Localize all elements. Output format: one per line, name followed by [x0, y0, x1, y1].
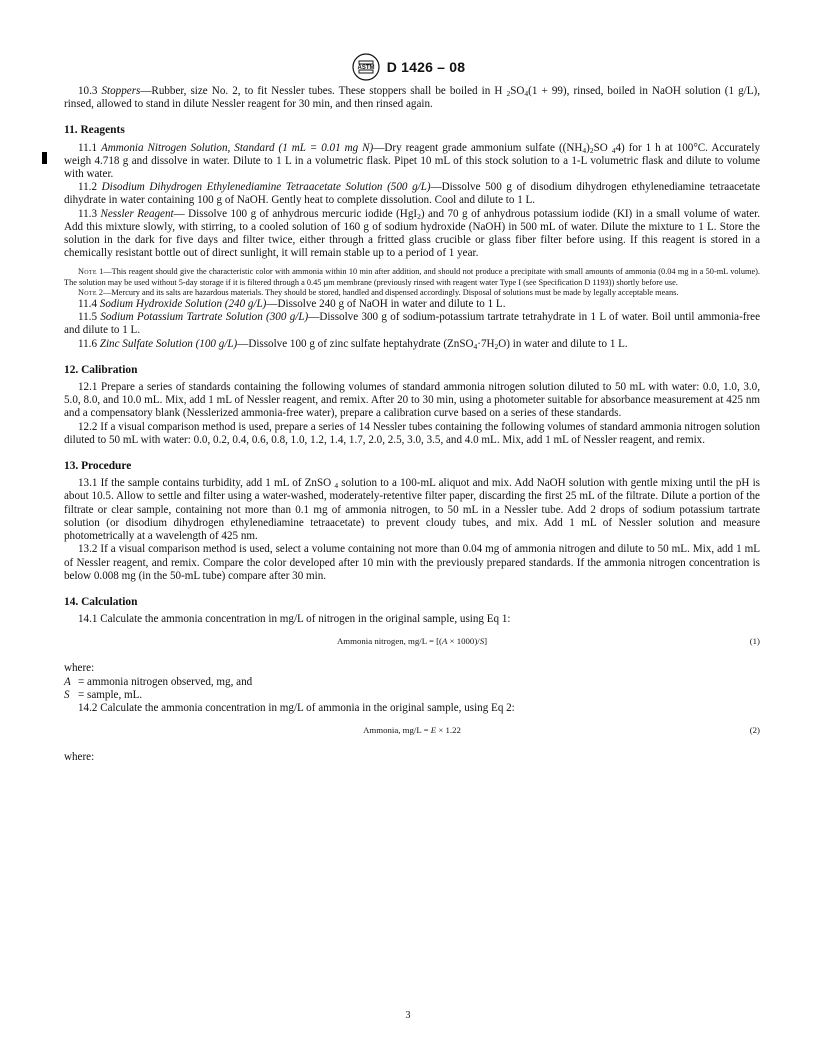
section-heading-calibration: 12. Calibration	[64, 363, 138, 376]
page-header	[0, 52, 816, 82]
note-2: Note 2—Mercury and its salts are hazardous materials. They should be stored, handled and dispensed accordingly. Disposal of solutions must be made by legally acceptable means.	[78, 287, 679, 297]
paragraph-13-1: 13.1 If the sample contains turbidity, add 1 mL of ZnSO $_4$ solution to a 100-mL aliquot and mix. Add NaOH solution with gentle mixing until the pH is about 10.5. Allow to settle and filter using a water-washed, moderately-retentive filter paper, discarding the first 25 mL of the filtrate. Dilute a portion of the filtrate or clear sample, containing not more than 0.1 mg of ammonia nitrogen, to 50 mL in a Nessler tube. Add 2 drops of sodium potassium tartrate solution (or disodium dihydrogen ethylenediamine tetraacetate) to prevent cloudy tubes, and mix. Add 1 mL of Nessler solution and measure photometrically at a wavelength of 425 nm.	[64, 477, 760, 543]
equation-1-expression: Ammonia nitrogen, mg/L = [(A × 1000)/S]	[336, 636, 488, 647]
paragraph-11-3: 11.3 Nessler Reagent— Dissolve 100 g of anhydrous mercuric iodide (HgI$_2$) and 70 g of anhydrous potassium iodide (KI) in a small volume of water. Add this mixture slowly, with stirring, to a cooled solution of 160 g of sodium hydroxide (NaOH) in 500 mL of water. Dilute the mixture to 1 L. Store the solution in the dark for five days and filter twice, either through a fritted glass crucible or glass fiber filter before using. If this reagent is stored in a chemically resistant bottle out of direct sunlight, it will remain stable up to a period of 1 year.	[64, 207, 760, 260]
paragraph-11-4: 11.4 Sodium Hydroxide Solution (240 g/L)—Dissolve 240 g of NaOH in water and dilute to 1 L.	[78, 298, 506, 311]
note-1: Note 1—This reagent should give the characteristic color with ammonia within 10 min after addition, and should not produce a precipitate with small amounts of ammonia (0.04 mg in a 50-mL volume). The solution may be used without 5-day storage if it is filtered through a 0.45 µm membrane (previously rinsed with reagent water Type I (see Specification D 1193)) shortly before use.	[64, 267, 760, 287]
paragraph-12-1: 12.1 Prepare a series of standards containing the following volumes of standard ammonia nitrogen solution diluted to 50 mL with water: 0.0, 1.0, 3.0, 5.0, 8.0, and 10.0 mL. Mix, add 1 mL of Nessler reagent, and remix. After 20 to 30 min, using a photometer suitable for absorbance measurement at 425 nm and a compensatory blank (Nesslerized ammonia-free water), prepare a calibration curve based on a series of these standards.	[64, 381, 760, 420]
document-designation: D 1426 – 08	[386, 59, 466, 75]
section-heading-calculation: 14. Calculation	[64, 595, 138, 608]
where-label-2: where:	[64, 751, 95, 764]
equation-1	[64, 634, 760, 648]
section-heading-procedure: 13. Procedure	[64, 460, 132, 473]
paragraph-14-2: 14.2 Calculate the ammonia concentration in mg/L of ammonia in the original sample, using Eq 2:	[78, 701, 515, 714]
section-heading-reagents: 11. Reagents	[64, 124, 125, 137]
page-content	[64, 85, 760, 764]
page-number: 3	[405, 1010, 411, 1021]
logo-text: ASTM	[357, 65, 375, 71]
paragraph-11-6: 11.6 Zinc Sulfate Solution (100 g/L)—Dissolve 100 g of zinc sulfate heptahydrate $(ZnSO_4\cdot 7H_2O)$ in water and dilute to 1 L.	[78, 337, 628, 351]
definition-a: A = ammonia nitrogen observed, mg, and	[64, 675, 253, 688]
equation-2-expression: Ammonia, mg/L = E × 1.22	[363, 725, 461, 736]
paragraph-13-2: 13.2 If a visual comparison method is used, select a volume containing not more than 0.04 mg of ammonia nitrogen and dilute to 50 mL. Mix, add 1 mL of Nessler reagent, and remix. Compare the color developed after 10 min with the previously prepared standards. If the ammonia nitrogen concentration is below 0.008 mg (in the 50-mL tube) compare after 30 min.	[64, 543, 760, 582]
where-label-1: where:	[64, 662, 95, 675]
definition-s: S = sample, mL.	[64, 688, 143, 701]
paragraph-11-2: 11.2 Disodium Dihydrogen Ethylenediamine Tetraacetate Solution (500 g/L)—Dissolve 500 g of disodium dihydrogen ethylenediamine tetraacetate dihydrate in water containing 100 g of NaOH. Gently heat to complete dissolution. Cool and dilute to 1 L.	[64, 181, 760, 207]
equation-2	[64, 723, 760, 737]
paragraph-11-5: 11.5 Sodium Potassium Tartrate Solution (300 g/L)—Dissolve 300 g of sodium-potassium tartrate tetrahydrate in 1 L of water. Boil until ammonia-free and dilute to 1 L.	[64, 311, 761, 337]
revision-bar	[42, 152, 47, 164]
paragraph-10-3: 10.3 Stoppers—Rubber, size No. 2, to fit Nessler tubes. These stoppers shall be boiled in H $_2SO_4(1 + 99)$, rinsed, boiled in NaOH solution (1 g/L), rinsed, allowed to stand in dilute Nessler reagent for 30 min, and then rinsed again.	[64, 85, 760, 111]
paragraph-14-1: 14.1 Calculate the ammonia concentration in mg/L of nitrogen in the original sample, using Eq 1:	[78, 613, 511, 626]
paragraph-12-2: 12.2 If a visual comparison method is used, prepare a series of 14 Nessler tubes containing the following volumes of standard ammonia nitrogen solution diluted to 50 mL with water: 0.0, 0.2, 0.4, 0.6, 0.8, 1.0, 1.2, 1.4, 1.7, 2.0, 2.5, 3.0, 3.5, and 4.0 mL. Mix, add 1 mL of Nessler reagent, and remix.	[64, 420, 760, 446]
astm-logo-icon	[351, 52, 381, 82]
equation-2-number: (2)	[749, 725, 760, 736]
equation-1-number: (1)	[749, 636, 760, 647]
paragraph-11-1: 11.1 Ammonia Nitrogen Solution, Standard (1 mL = 0.01 mg N)—Dry reagent grade ammonium sulfate ($(NH_4)_2SO$ $_4$4) for 1 h at 100°C. Accurately weigh 4.718 g and dissolve in water. Dilute to 1 L in a volumetric flask. Pipet 10 mL of this stock solution to a 1-L volumetric flask and dilute to volume with water.	[64, 141, 760, 181]
